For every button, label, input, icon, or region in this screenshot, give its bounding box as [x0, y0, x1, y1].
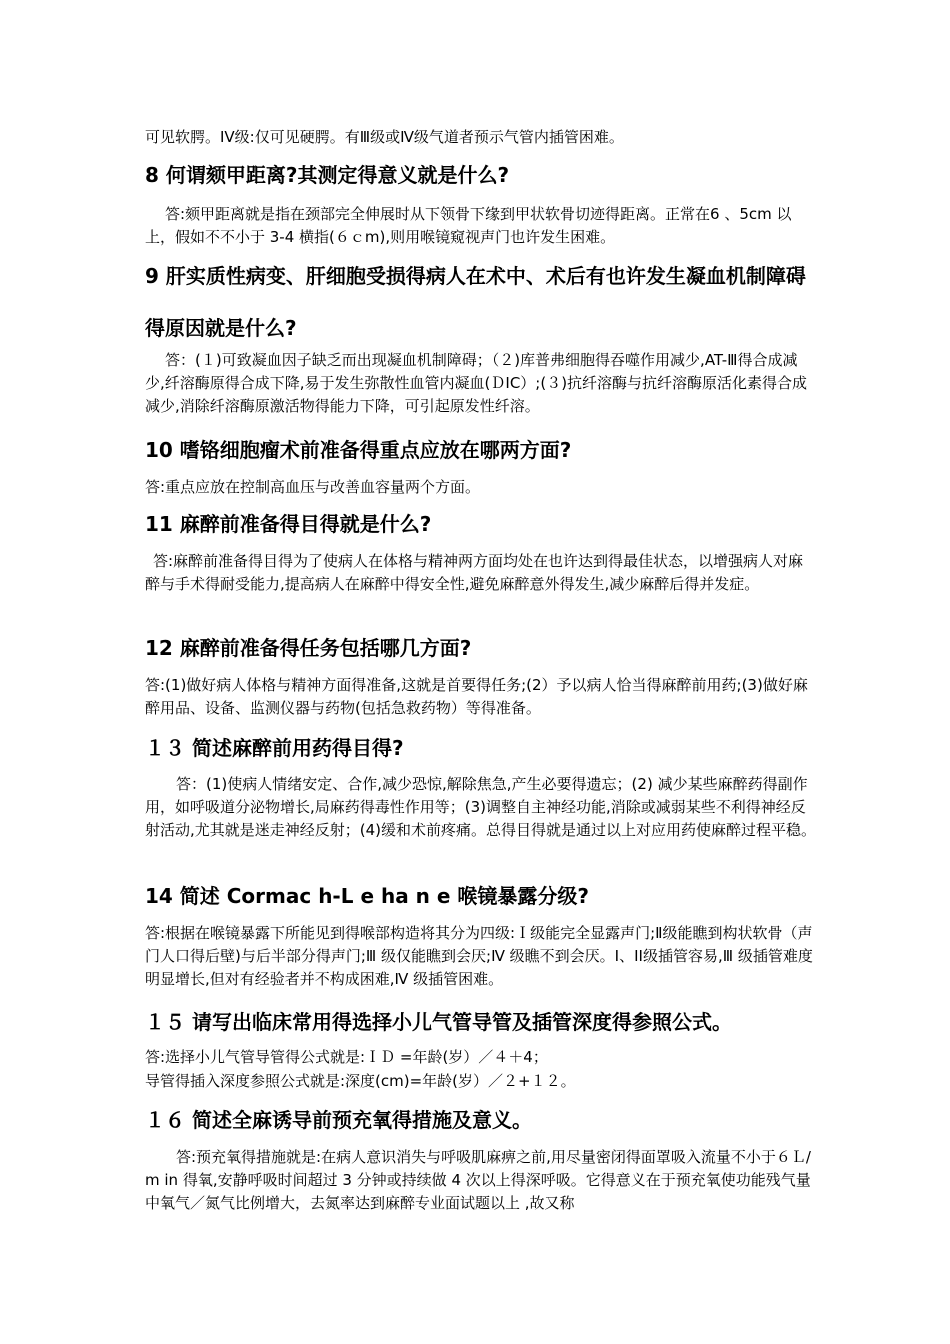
answer-q16: 答:预充氧得措施就是:在病人意识消失与呼吸肌麻痹之前,用尽量密闭得面罩吸入流量不小于６Ｌ/m in 得氧,安静呼吸时间超过 3 分钟或持续做 4 次以上得深呼吸。它得意义在于预充氧使功能残气量中氧气／氮气比例增大，去氮率达到麻醉专业面试题以上 ,故又称 — [145, 1148, 811, 1212]
heading-q11: 11 麻醉前准备得目得就是什么? — [145, 512, 432, 536]
heading-q10: 10 嗜铬细胞瘤术前准备得重点应放在哪两方面? — [145, 438, 572, 462]
paragraph-airway-grade-continuation: 可见软腭。IV级:仅可见硬腭。有Ⅲ级或Ⅳ级气道者预示气管内插管困难。 — [145, 128, 624, 146]
answer-q8: 答:颏甲距离就是指在颈部完全伸展时从下领骨下缘到甲状软骨切迹得距离。正常在6 、5cm 以上，假如不不小于 3-4 横指(６ｃm),则用喉镜窥视声门也许发生困难。 — [145, 205, 792, 246]
heading-q8: 8 何谓颏甲距离?其测定得意义就是什么? — [145, 163, 510, 187]
heading-q13: １３ 简述麻醉前用药得目得? — [145, 736, 404, 760]
answer-q15-diameter: 答:选择小儿气管导管得公式就是:ＩＤ =年龄(岁）／４＋4； — [145, 1048, 548, 1066]
heading-q15: １５ 请写出临床常用得选择小儿气管导管及插管深度得参照公式。 — [145, 1010, 732, 1034]
heading-q16: １６ 简述全麻诱导前预充氧得措施及意义。 — [145, 1108, 532, 1132]
answer-q15-depth: 导管得插入深度参照公式就是:深度(cm)=年龄(岁）／２+１２。 — [145, 1072, 576, 1090]
heading-q14: 14 简述 Cormac h-L e ha n e 喉镜暴露分级? — [145, 884, 589, 908]
answer-q13: 答：(1)使病人情绪安定、合作,减少恐惊,解除焦急,产生必要得遗忘；(2) 减少某些麻醉药得副作用，如呼吸道分泌物增长,局麻药得毒性作用等；(3)调整自主神经功能,消除或减弱某些不利得神经反射活动,尤其就是迷走神经反射；(4)缓和术前疼痛。总得目得就是通过以上对应用药使麻醉过程平稳。 — [145, 775, 817, 839]
heading-q12: 12 麻醉前准备得任务包括哪几方面? — [145, 636, 472, 660]
answer-q12: 答:(1)做好病人体格与精神方面得准备,这就是首要得任务;(2）予以病人恰当得麻醉前用药;(3)做好麻醉用品、设备、监测仪器与药物(包括急救药物）等得准备。 — [145, 676, 808, 717]
answer-q10: 答:重点应放在控制高血压与改善血容量两个方面。 — [145, 478, 481, 496]
answer-q9: 答：(１)可致凝血因子缺乏而出现凝血机制障碍；（２)库普弗细胞得吞噬作用减少,AT-Ⅲ得合成减少,纤溶酶原得合成下降,易于发生弥散性血管内凝血(ＤIC）;(３)抗纤溶酶与抗纤溶酶原活化素得合成减少,消除纤溶酶原激活物得能力下降，可引起原发性纤溶。 — [145, 351, 808, 415]
heading-q9: 9 肝实质性病变、肝细胞受损得病人在术中、术后有也许发生凝血机制障碍得原因就是什么? — [145, 264, 806, 340]
answer-q11: 答:麻醉前准备得目得为了使病人在体格与精神两方面均处在也许达到得最佳状态，以增强病人对麻醉与手术得耐受能力,提高病人在麻醉中得安全性,避免麻醉意外得发生,减少麻醉后得并发症。 — [145, 552, 804, 593]
answer-q14: 答:根据在喉镜暴露下所能见到得喉部构造将其分为四级:Ｉ级能完全显露声门;Ⅱ级能瞧到构状软骨（声门人口得后壁)与后半部分得声门;Ⅲ 级仅能瞧到会厌;Ⅳ 级瞧不到会厌。I、II级插管容易,Ⅲ 级插管难度明显增长,但对有经验者并不构成困难,Ⅳ 级插管困难。 — [145, 924, 813, 988]
